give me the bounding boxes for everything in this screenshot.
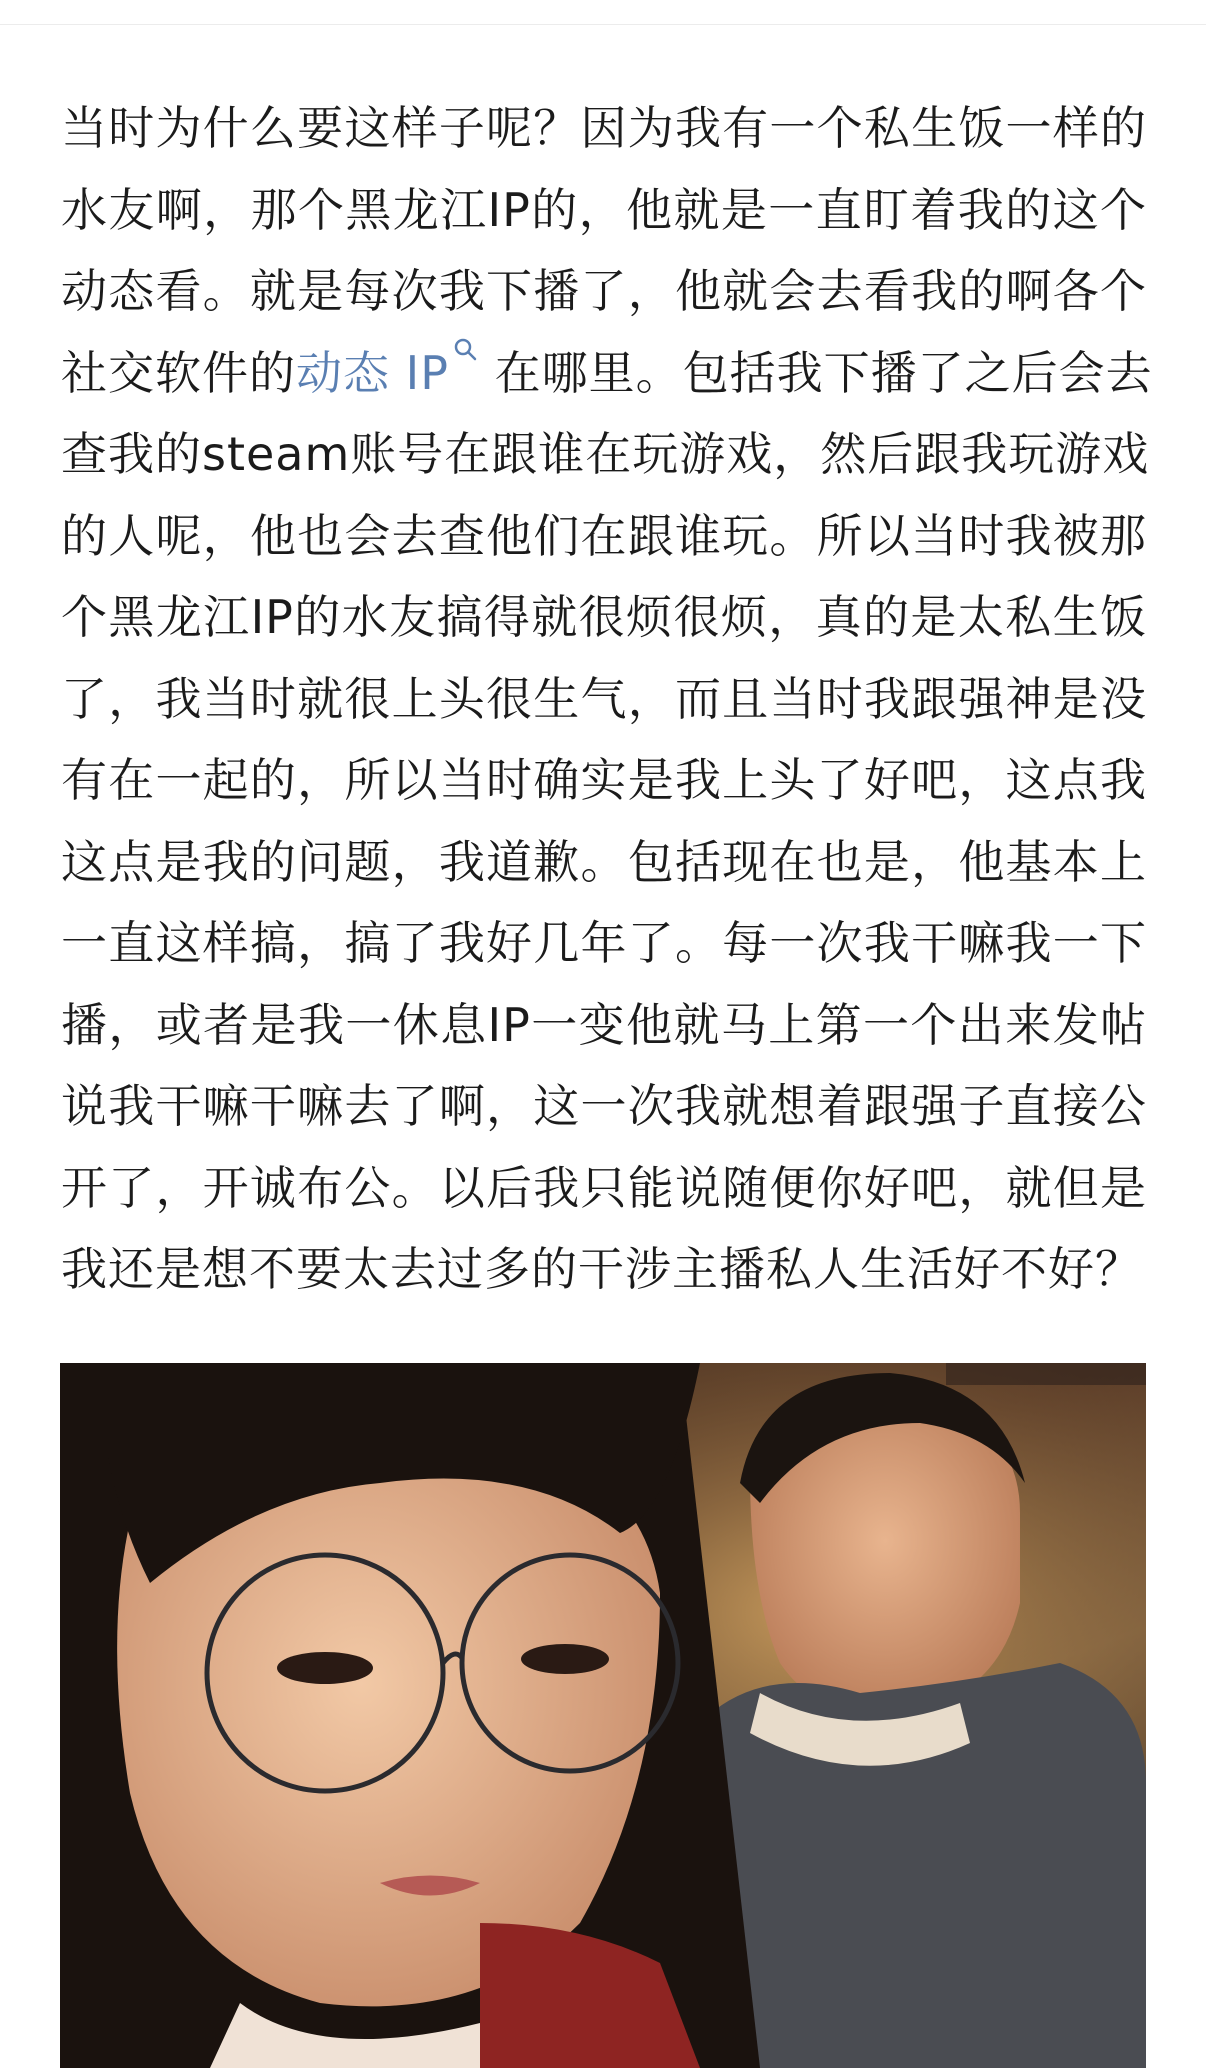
article-line: 了，我当时就很上头很生气，而且当时我跟强神是没 [61, 671, 1147, 726]
woman-right-eye [521, 1644, 609, 1674]
article-line-tail: 在哪里。包括我下播了之后会去 [494, 345, 1153, 400]
video-overlay-controls [946, 1363, 1146, 1385]
article-line-head: 社交软件的 [61, 345, 296, 400]
article-photo[interactable] [60, 1363, 1146, 2068]
article-line: 一直这样搞，搞了我好几年了。每一次我干嘛我一下 [61, 916, 1147, 970]
top-divider [0, 24, 1206, 25]
article-line: 我还是想不要太去过多的干涉主播私人生活好不好？ [61, 1242, 1142, 1296]
woman-left-eye [277, 1652, 373, 1684]
article-line: 播，或者是我一休息IP一变他就马上第一个出来发帖 [61, 997, 1147, 1052]
article-line: 开了，开诚布公。以后我只能说随便你好吧，就但是 [61, 1160, 1147, 1215]
article-line: 水友啊，那个黑龙江IP的，他就是一直盯着我的这个 [61, 182, 1147, 237]
article-line-with-topic [61, 333, 1153, 415]
search-icon [453, 337, 479, 363]
article-line: 当时为什么要这样子呢？因为我有一个私生饭一样的 [61, 101, 1147, 155]
photo-illustration [60, 1363, 1146, 2068]
article-body [61, 88, 1153, 1311]
article-line: 查我的steam账号在跟谁在玩游戏，然后跟我玩游戏 [61, 427, 1150, 481]
article-line: 的人呢，他也会去查他们在跟谁玩。所以当时我被那 [61, 508, 1147, 563]
topic-link-label[interactable]: 动态 IP [296, 345, 449, 400]
article-line: 个黑龙江IP的水友搞得就很烦很烦，真的是太私生饭 [61, 590, 1147, 644]
article-line: 说我干嘛干嘛去了啊，这一次我就想着跟强子直接公 [61, 1079, 1147, 1133]
topic-link-dynamic-ip[interactable] [296, 346, 479, 400]
article-line: 有在一起的，所以当时确实是我上头了好吧，这点我 [61, 753, 1147, 807]
article-line: 动态看。就是每次我下播了，他就会去看我的啊各个 [61, 264, 1147, 318]
article-line: 这点是我的问题，我道歉。包括现在也是，他基本上 [61, 834, 1147, 889]
